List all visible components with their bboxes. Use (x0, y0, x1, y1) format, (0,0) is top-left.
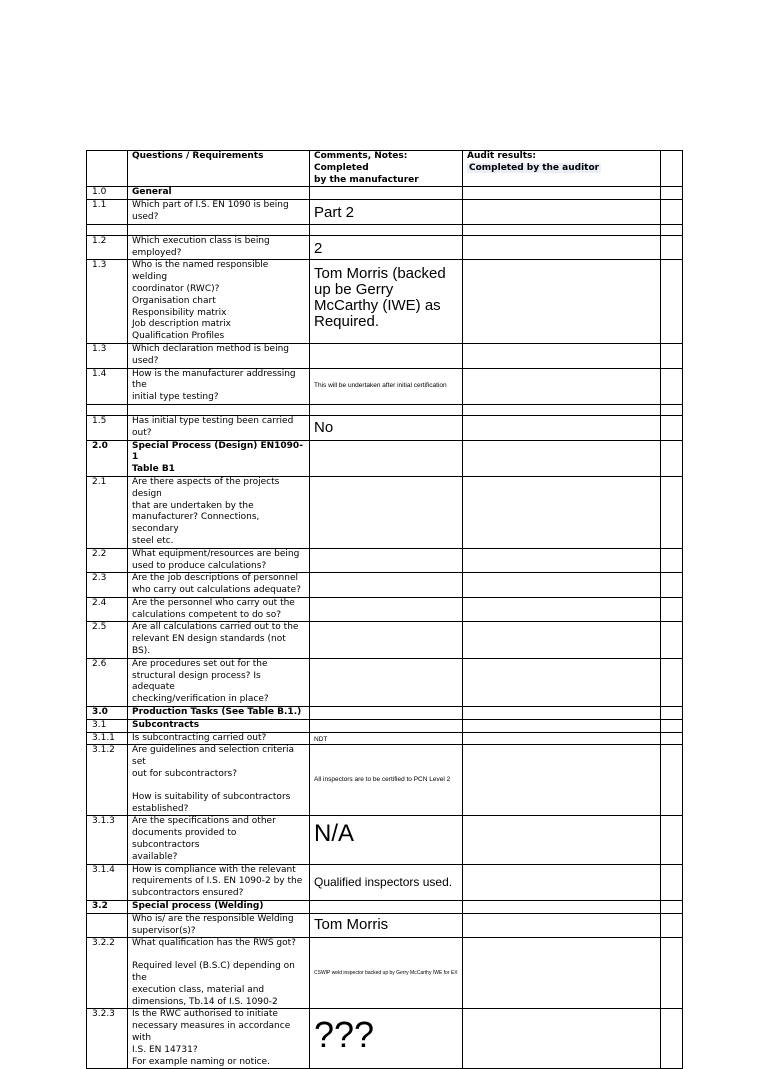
row-extra (661, 476, 683, 548)
table-row (87, 368, 683, 404)
row-extra (661, 719, 683, 732)
row-number: 3.2.3 (87, 1009, 128, 1069)
row-number: 3.1 (87, 719, 128, 732)
row-comment: All inspectors are to be certified to PCN Level 2 (310, 745, 463, 816)
row-comment: Tom Morris (backed up be Gerry McCarthy (IWE) as Required. (310, 260, 463, 344)
row-comment: No (310, 415, 463, 440)
table-row (87, 260, 683, 344)
row-comment (310, 573, 463, 598)
row-comment (310, 901, 463, 914)
row-extra (661, 622, 683, 658)
header-comments: Comments, Notes: Completed by the manufacturer (310, 151, 463, 187)
row-extra (661, 404, 683, 415)
table-row (87, 938, 683, 1009)
row-question: Are guidelines and selection criteria set out for subcontractors? How is suitability of subcontractors established? (128, 745, 310, 816)
row-audit (463, 368, 661, 404)
row-number: 1.2 (87, 235, 128, 260)
row-comment: 2 (310, 235, 463, 260)
row-extra (661, 415, 683, 440)
table-row (87, 200, 683, 225)
row-number: 2.1 (87, 476, 128, 548)
row-audit (463, 597, 661, 622)
row-audit (463, 343, 661, 368)
row-audit (463, 187, 661, 200)
row-comment: CSWIP weld inspector backed up by Gerry McCarthy IWE for EX (310, 938, 463, 1009)
row-number: 3.2.2 (87, 938, 128, 1009)
table-row (87, 816, 683, 864)
row-extra (661, 368, 683, 404)
row-audit (463, 732, 661, 745)
row-number: 2.6 (87, 658, 128, 706)
row-number: 2.0 (87, 440, 128, 476)
row-number: 2.2 (87, 548, 128, 573)
row-question: Which declaration method is being used? (128, 343, 310, 368)
row-audit (463, 440, 661, 476)
row-extra (661, 707, 683, 720)
row-number: 2.5 (87, 622, 128, 658)
row-number: 3.1.2 (87, 745, 128, 816)
row-question: Are the personnel who carry out the calculations competent to do so? (128, 597, 310, 622)
row-extra (661, 343, 683, 368)
table-row (87, 745, 683, 816)
row-audit (463, 573, 661, 598)
row-question: What equipment/resources are being used to produce calculations? (128, 548, 310, 573)
row-number: 1.0 (87, 187, 128, 200)
row-question: Are all calculations carried out to the relevant EN design standards (not BS). (128, 622, 310, 658)
row-audit (463, 901, 661, 914)
requirements-table (86, 150, 683, 1069)
row-audit (463, 415, 661, 440)
row-extra (661, 913, 683, 938)
row-comment (310, 476, 463, 548)
row-number (87, 404, 128, 415)
table-row (87, 901, 683, 914)
row-audit (463, 913, 661, 938)
row-comment: NDT (310, 732, 463, 745)
row-question: Who is/ are the responsible Welding supervisor(s)? (128, 913, 310, 938)
row-number: 1.1 (87, 200, 128, 225)
row-question: Which part of I.S. EN 1090 is being used? (128, 200, 310, 225)
row-comment (310, 658, 463, 706)
row-comment (310, 440, 463, 476)
row-comment: ??? (310, 1009, 463, 1069)
table-row (87, 415, 683, 440)
row-audit (463, 235, 661, 260)
row-extra (661, 235, 683, 260)
row-number: 1.5 (87, 415, 128, 440)
row-comment (310, 343, 463, 368)
row-comment: Qualified inspectors used. (310, 864, 463, 900)
row-audit (463, 938, 661, 1009)
row-extra (661, 573, 683, 598)
row-extra (661, 597, 683, 622)
row-number: 3.1.4 (87, 864, 128, 900)
row-extra (661, 224, 683, 235)
row-comment (310, 187, 463, 200)
row-question: Are there aspects of the projects design that are undertaken by the manufacturer? Connections, secondary steel etc. (128, 476, 310, 548)
row-question (128, 224, 310, 235)
row-extra (661, 864, 683, 900)
table-header-row (87, 151, 683, 187)
row-extra (661, 745, 683, 816)
row-extra (661, 260, 683, 344)
row-audit (463, 260, 661, 344)
row-question: Special process (Welding) (128, 901, 310, 914)
table-row (87, 548, 683, 573)
row-number: 3.1.3 (87, 816, 128, 864)
row-audit (463, 548, 661, 573)
row-extra (661, 200, 683, 225)
row-comment (310, 224, 463, 235)
table-row (87, 719, 683, 732)
row-question: Are procedures set out for the structural design process? Is adequate checking/verification in place? (128, 658, 310, 706)
row-extra (661, 1009, 683, 1069)
row-question: General (128, 187, 310, 200)
row-number: 2.3 (87, 573, 128, 598)
row-comment (310, 707, 463, 720)
row-audit (463, 476, 661, 548)
row-question: Are the specifications and other documents provided to subcontractors available? (128, 816, 310, 864)
row-audit (463, 864, 661, 900)
row-question: Is the RWC authorised to initiate necessary measures in accordance with I.S. EN 14731? For example naming or notice. (128, 1009, 310, 1069)
row-question: Production Tasks (See Table B.1.) (128, 707, 310, 720)
row-number: 3.2 (87, 901, 128, 914)
row-comment: This will be undertaken after initial certification (310, 368, 463, 404)
row-audit (463, 404, 661, 415)
row-comment (310, 404, 463, 415)
row-question: How is the manufacturer addressing the initial type testing? (128, 368, 310, 404)
table-row (87, 658, 683, 706)
header-num-cell (87, 151, 128, 187)
row-comment (310, 597, 463, 622)
row-number: 1.3 (87, 260, 128, 344)
row-extra (661, 548, 683, 573)
table-row (87, 573, 683, 598)
table-row (87, 913, 683, 938)
row-audit (463, 719, 661, 732)
row-extra (661, 901, 683, 914)
row-extra (661, 187, 683, 200)
row-number: 3.0 (87, 707, 128, 720)
header-questions: Questions / Requirements (128, 151, 310, 187)
row-question: Subcontracts (128, 719, 310, 732)
row-question: What qualification has the RWS got? Required level (B.S.C) depending on the execution class, material and dimensions, Tb.14 of I.S. 1090-2 (128, 938, 310, 1009)
table-row (87, 622, 683, 658)
row-extra (661, 732, 683, 745)
row-question: Are the job descriptions of personnel who carry out calculations adequate? (128, 573, 310, 598)
row-audit (463, 707, 661, 720)
table-row (87, 1009, 683, 1069)
row-comment (310, 622, 463, 658)
row-comment (310, 719, 463, 732)
table-row (87, 224, 683, 235)
row-audit (463, 745, 661, 816)
row-question: Is subcontracting carried out? (128, 732, 310, 745)
row-audit (463, 658, 661, 706)
table-row (87, 187, 683, 200)
table-row (87, 864, 683, 900)
row-number: 1.4 (87, 368, 128, 404)
row-audit (463, 622, 661, 658)
row-audit (463, 816, 661, 864)
row-comment (310, 548, 463, 573)
table-row (87, 732, 683, 745)
row-question: Who is the named responsible welding coordinator (RWC)? Organisation chart Responsibility matrix Job description matrix Qualification Profiles (128, 260, 310, 344)
row-number: 3.1.1 (87, 732, 128, 745)
table-row (87, 235, 683, 260)
table-row (87, 404, 683, 415)
row-number: 1.3 (87, 343, 128, 368)
table-row (87, 597, 683, 622)
table-row (87, 707, 683, 720)
row-question: How is compliance with the relevant requirements of I.S. EN 1090-2 by the subcontractors ensured? (128, 864, 310, 900)
header-audit: Audit results: Completed by the auditor (463, 151, 661, 187)
row-extra (661, 440, 683, 476)
row-number (87, 913, 128, 938)
table-row (87, 440, 683, 476)
row-audit (463, 1009, 661, 1069)
row-comment: Tom Morris (310, 913, 463, 938)
row-number: 2.4 (87, 597, 128, 622)
row-comment: N/A (310, 816, 463, 864)
row-audit (463, 224, 661, 235)
row-audit (463, 200, 661, 225)
row-question: Special Process (Design) EN1090-1 Table B1 (128, 440, 310, 476)
row-extra (661, 658, 683, 706)
row-number (87, 224, 128, 235)
row-extra (661, 938, 683, 1009)
row-question (128, 404, 310, 415)
header-extra-cell (661, 151, 683, 187)
row-question: Which execution class is being employed? (128, 235, 310, 260)
table-row (87, 343, 683, 368)
row-question: Has initial type testing been carried out? (128, 415, 310, 440)
table-row (87, 476, 683, 548)
row-comment: Part 2 (310, 200, 463, 225)
row-extra (661, 816, 683, 864)
